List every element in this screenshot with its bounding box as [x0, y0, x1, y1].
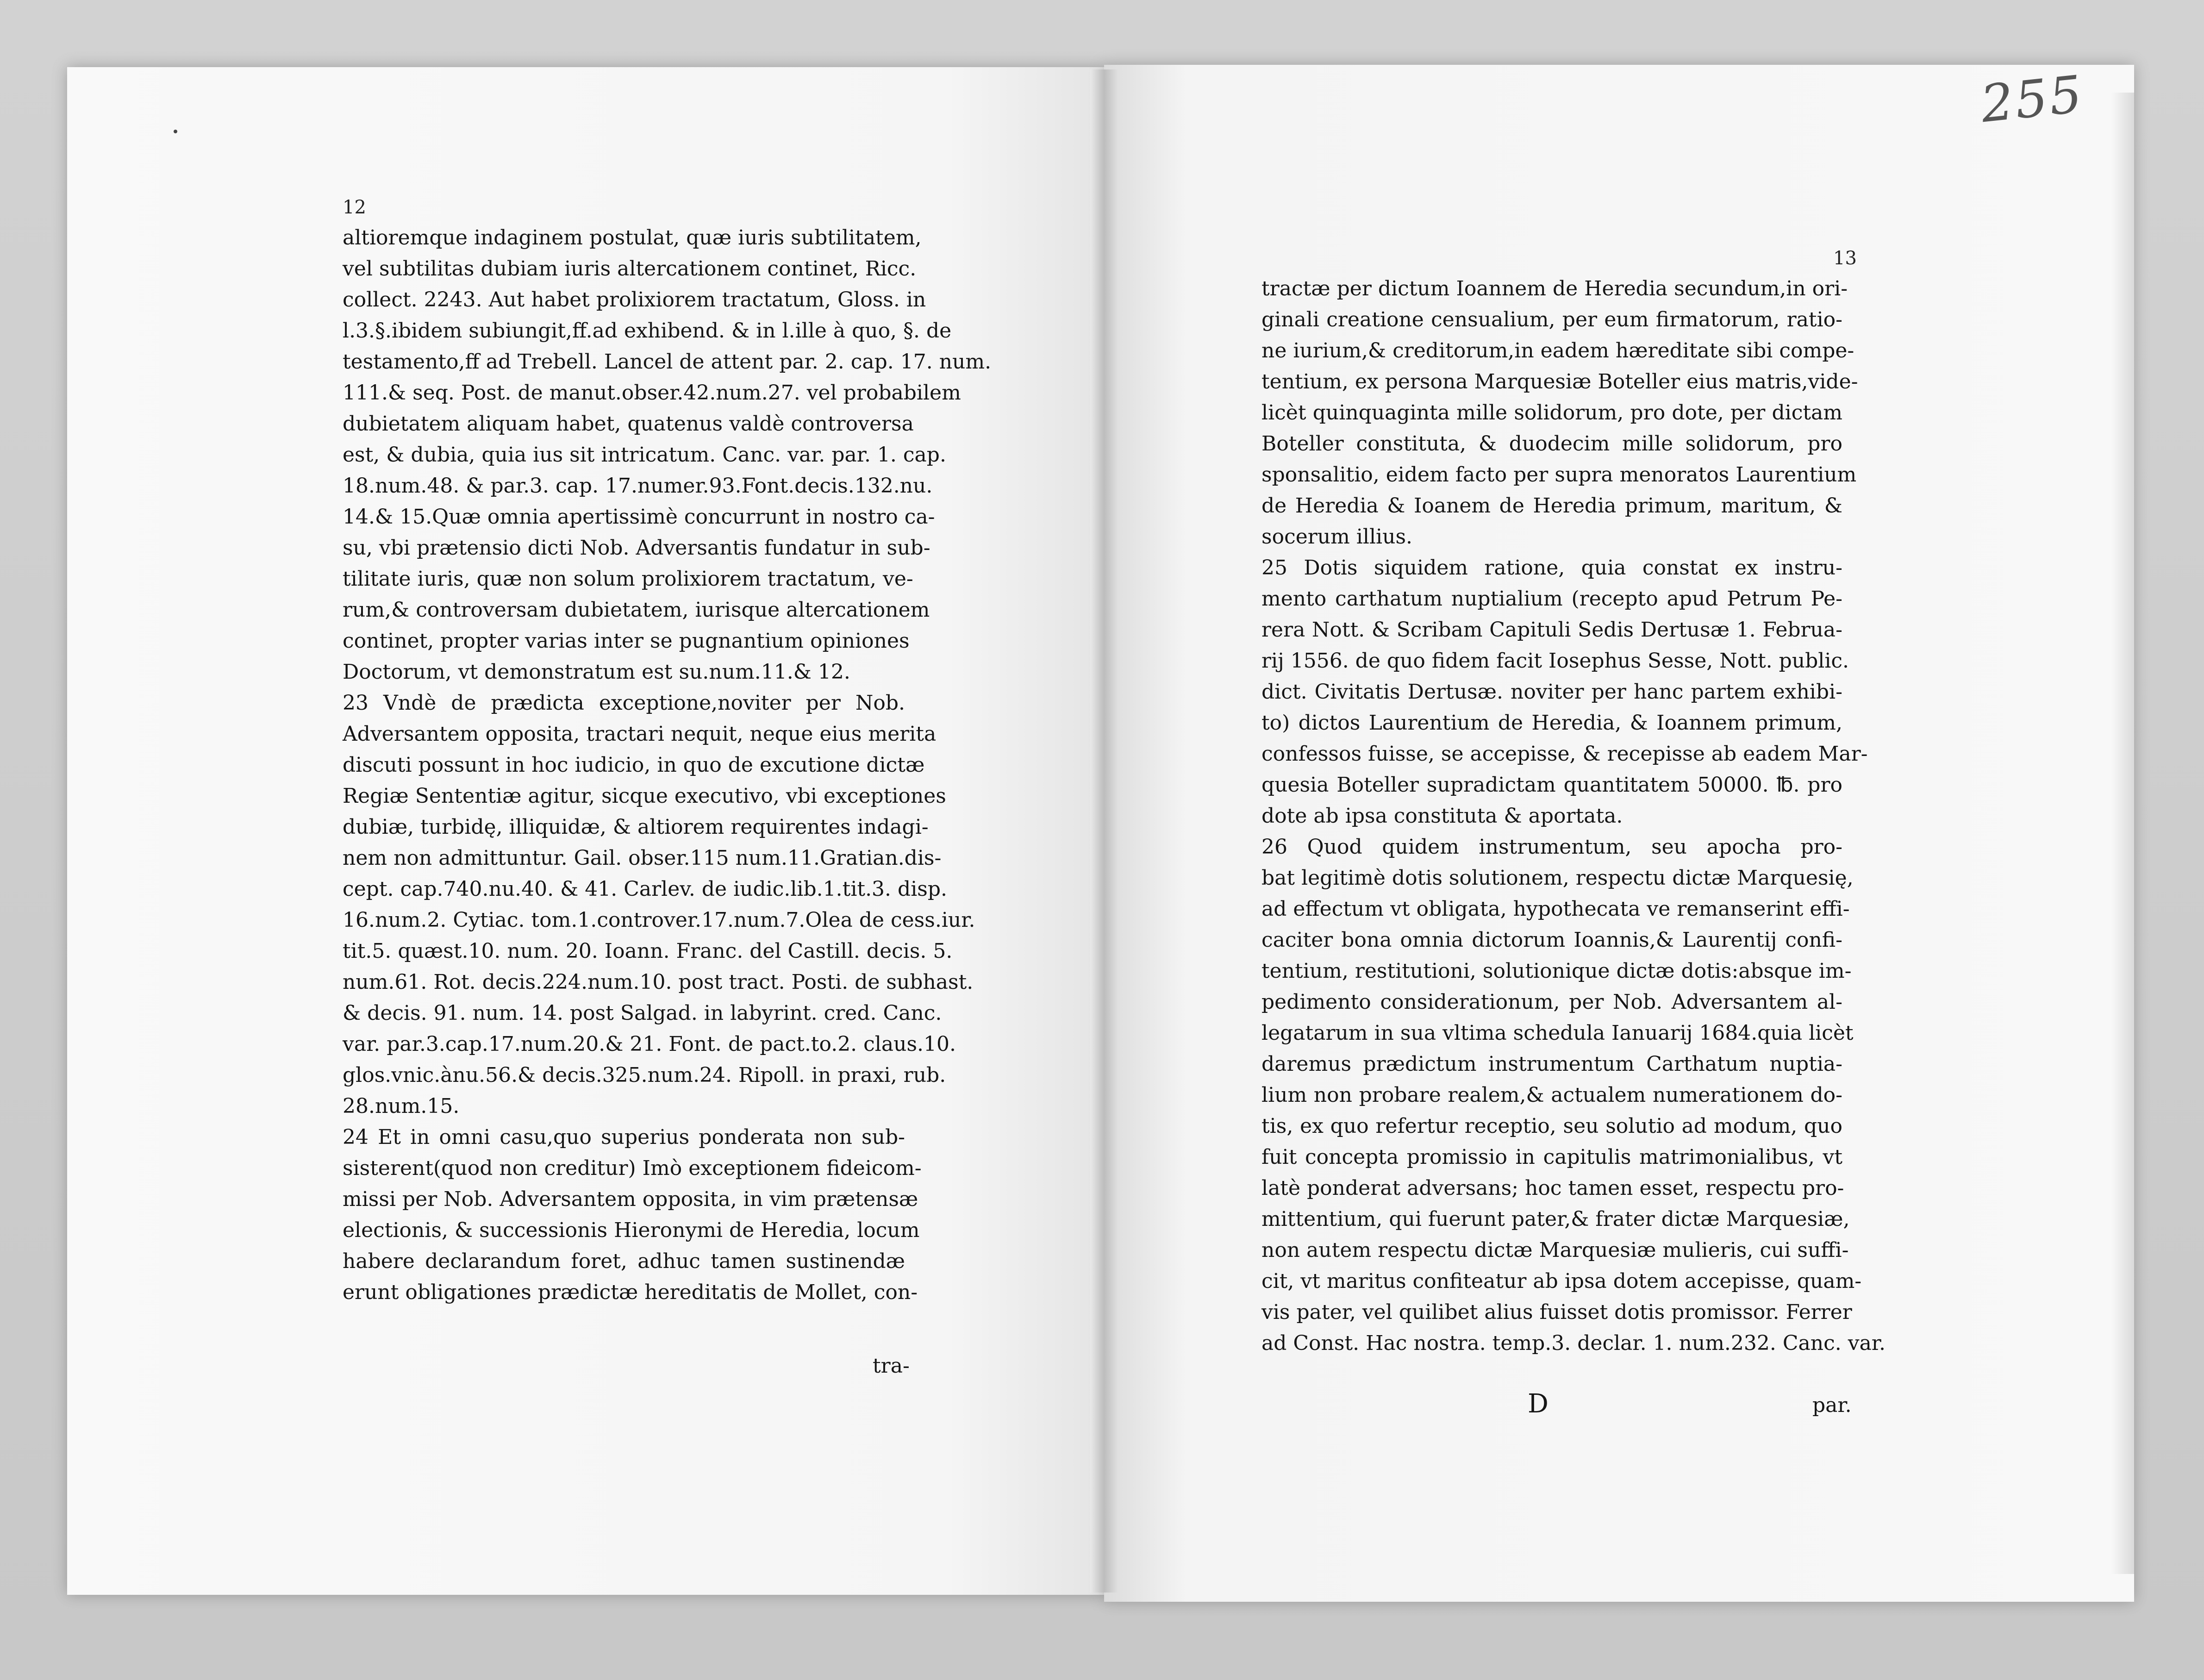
- text-line: rera Nott. & Scribam Capituli Sedis Dertusæ 1. Februa-: [1261, 618, 1842, 642]
- text-line: Adversantem opposita, tractari nequit, neque eius merita: [343, 722, 937, 746]
- text-line: num.61. Rot. decis.224.num.10. post tract. Posti. de subhast.: [343, 970, 974, 994]
- text-line: sponsalitio, eidem facto per supra menoratos Laurentium: [1261, 463, 1857, 487]
- text-line: bat legitimè dotis solutionem, respectu dictæ Marquesię,: [1261, 866, 1854, 890]
- text-line: dict. Civitatis Dertusæ. noviter per hanc partem exhibi-: [1261, 680, 1842, 704]
- text-line: altioremque indaginem postulat, quæ iuris subtilitatem,: [343, 226, 922, 250]
- text-line: Boteller constituta, & duodecim mille solidorum, pro: [1261, 432, 1842, 456]
- text-line: to) dictos Laurentium de Heredia, & Ioannem primum,: [1261, 711, 1842, 735]
- text-line: fuit concepta promissio in capitulis matrimonialibus, vt: [1261, 1145, 1842, 1169]
- text-line: testamento,ff ad Trebell. Lancel de attent par. 2. cap. 17. num.: [343, 350, 992, 374]
- paragraph-start: 26 Quod quidem instrumentum, seu apocha pro-: [1261, 835, 1842, 859]
- left-page-number: 12: [343, 197, 366, 218]
- folio-mark: 255: [1978, 64, 2087, 134]
- text-line: daremus prædictum instrumentum Carthatum nuptia-: [1261, 1052, 1842, 1076]
- text-line: missi per Nob. Adversantem opposita, in vim prætensæ: [343, 1187, 918, 1211]
- text-line: ad effectum vt obligata, hypothecata ve remanserint effi-: [1261, 897, 1850, 921]
- text-line: tit.5. quæst.10. num. 20. Ioann. Franc. del Castill. decis. 5.: [343, 939, 953, 963]
- text-line: ginali creatione censualium, per eum firmatorum, ratio-: [1261, 308, 1842, 331]
- text-line: collect. 2243. Aut habet prolixiorem tractatum, Gloss. in: [343, 288, 926, 312]
- ink-speck: [174, 130, 177, 133]
- text-line: pedimento considerationum, per Nob. Adversantem al-: [1261, 990, 1842, 1014]
- text-line: rum,& controversam dubietatem, iurisque altercationem: [343, 598, 930, 622]
- text-line: tis, ex quo refertur receptio, seu solutio ad modum, quo: [1261, 1114, 1842, 1138]
- text-line: sisterent(quod non creditur) Imò exceptionem fideicom-: [343, 1156, 922, 1180]
- paragraph-start: 23 Vndè de prædicta exceptione,noviter per Nob.: [343, 691, 905, 715]
- text-line: discuti possunt in hoc iudicio, in quo de excutione dictæ: [343, 753, 925, 777]
- text-line: 16.num.2. Cytiac. tom.1.controver.17.num.7.Olea de cess.iur.: [343, 908, 975, 932]
- right-text-block: [1261, 273, 1886, 1359]
- text-line: caciter bona omnia dictorum Ioannis,& Laurentij confi-: [1261, 928, 1842, 952]
- text-line: socerum illius.: [1261, 525, 1413, 549]
- text-line: quesia Boteller supradictam quantitatem 50000. ℔. pro: [1261, 773, 1842, 797]
- text-line: ne iurium,& creditorum,in eadem hæreditate sibi compe-: [1261, 339, 1854, 362]
- text-line: vel subtilitas dubiam iuris altercationem continet, Ricc.: [343, 257, 917, 281]
- text-line: erunt obligationes prædictæ hereditatis de Mollet, con-: [343, 1280, 918, 1304]
- text-line: glos.vnic.ànu.56.& decis.325.num.24. Ripoll. in praxi, rub.: [343, 1063, 946, 1087]
- text-line: continet, propter varias inter se pugnantium opiniones: [343, 629, 910, 653]
- book-gutter: [1090, 69, 1118, 1593]
- text-line: rij 1556. de quo fidem facit Iosephus Sesse, Nott. public.: [1261, 649, 1849, 673]
- right-catchword: par.: [1812, 1393, 1852, 1417]
- text-line: Doctorum, vt demonstratum est su.num.11.& 12.: [343, 660, 850, 684]
- text-line: habere declarandum foret, adhuc tamen sustinendæ: [343, 1249, 905, 1273]
- text-line: cit, vt maritus confiteatur ab ipsa dotem accepisse, quam-: [1261, 1269, 1862, 1293]
- paragraph-start: 24 Et in omni casu,quo superius ponderata non sub-: [343, 1125, 905, 1149]
- text-line: lium non probare realem,& actualem numerationem do-: [1261, 1083, 1842, 1107]
- text-line: Regiæ Sententiæ agitur, sicque executivo, vbi exceptiones: [343, 784, 946, 808]
- text-line: nem non admittuntur. Gail. obser.115 num.11.Gratian.dis-: [343, 846, 942, 870]
- signature-mark: D: [1528, 1389, 1548, 1419]
- text-line: mittentium, qui fuerunt pater,& frater dictæ Marquesiæ,: [1261, 1207, 1850, 1231]
- text-line: dubietatem aliquam habet, quatenus valdè controversa: [343, 412, 914, 436]
- text-line: 111.& seq. Post. de manut.obser.42.num.27. vel probabilem: [343, 381, 961, 405]
- text-line: cept. cap.740.nu.40. & 41. Carlev. de iudic.lib.1.tit.3. disp.: [343, 877, 947, 901]
- text-line: 18.num.48. & par.3. cap. 17.numer.93.Font.decis.132.nu.: [343, 474, 933, 498]
- text-line: vis pater, vel quilibet alius fuisset dotis promissor. Ferrer: [1261, 1300, 1852, 1324]
- text-line: est, & dubia, quia ius sit intricatum. Canc. var. par. 1. cap.: [343, 443, 946, 467]
- text-line: 14.& 15.Quæ omnia apertissimè concurrunt in nostro ca-: [343, 505, 935, 529]
- text-line: de Heredia & Ioanem de Heredia primum, maritum, &: [1261, 494, 1842, 518]
- text-line: su, vbi prætensio dicti Nob. Adversantis fundatur in sub-: [343, 536, 930, 560]
- text-line: confessos fuisse, se accepisse, & recepisse ab eadem Mar-: [1261, 742, 1868, 766]
- page-edge-shadow: [2111, 93, 2134, 1574]
- text-line: latè ponderat adversans; hoc tamen esset, respectu pro-: [1261, 1176, 1844, 1200]
- left-text-block: [343, 222, 992, 1308]
- text-line: tentium, restitutioni, solutionique dictæ dotis:absque im-: [1261, 959, 1852, 983]
- text-line: l.3.§.ibidem subiungit,ff.ad exhibend. & in l.ille à quo, §. de: [343, 319, 952, 343]
- text-line: dote ab ipsa constituta & aportata.: [1261, 804, 1623, 828]
- text-line: tilitate iuris, quæ non solum prolixiorem tractatum, ve-: [343, 567, 913, 591]
- text-line: & decis. 91. num. 14. post Salgad. in labyrint. cred. Canc.: [343, 1001, 942, 1025]
- text-line: licèt quinquaginta mille solidorum, pro dote, per dictam: [1261, 401, 1842, 425]
- text-line: tentium, ex persona Marquesiæ Boteller eius matris,vide-: [1261, 370, 1858, 393]
- right-page-number: 13: [1833, 248, 1857, 269]
- text-line: mento carthatum nuptialium (recepto apud Petrum Pe-: [1261, 587, 1842, 611]
- text-line: electionis, & successionis Hieronymi de Heredia, locum: [343, 1218, 920, 1242]
- text-line: tractæ per dictum Ioannem de Heredia secundum,in ori-: [1261, 277, 1848, 300]
- text-line: non autem respectu dictæ Marquesiæ mulieris, cui suffi-: [1261, 1238, 1849, 1262]
- text-line: dubiæ, turbidę, illiquidæ, & altiorem requirentes indagi-: [343, 815, 929, 839]
- text-line: legatarum in sua vltima schedula Ianuarij 1684.quia licèt: [1261, 1021, 1854, 1045]
- text-line: var. par.3.cap.17.num.20.& 21. Font. de pact.to.2. claus.10.: [343, 1032, 956, 1056]
- paragraph-start: 25 Dotis siquidem ratione, quia constat ex instru-: [1261, 556, 1842, 580]
- text-line: ad Const. Hac nostra. temp.3. declar. 1. num.232. Canc. var.: [1261, 1331, 1886, 1355]
- text-line: 28.num.15.: [343, 1094, 460, 1118]
- left-catchword: tra-: [873, 1354, 910, 1378]
